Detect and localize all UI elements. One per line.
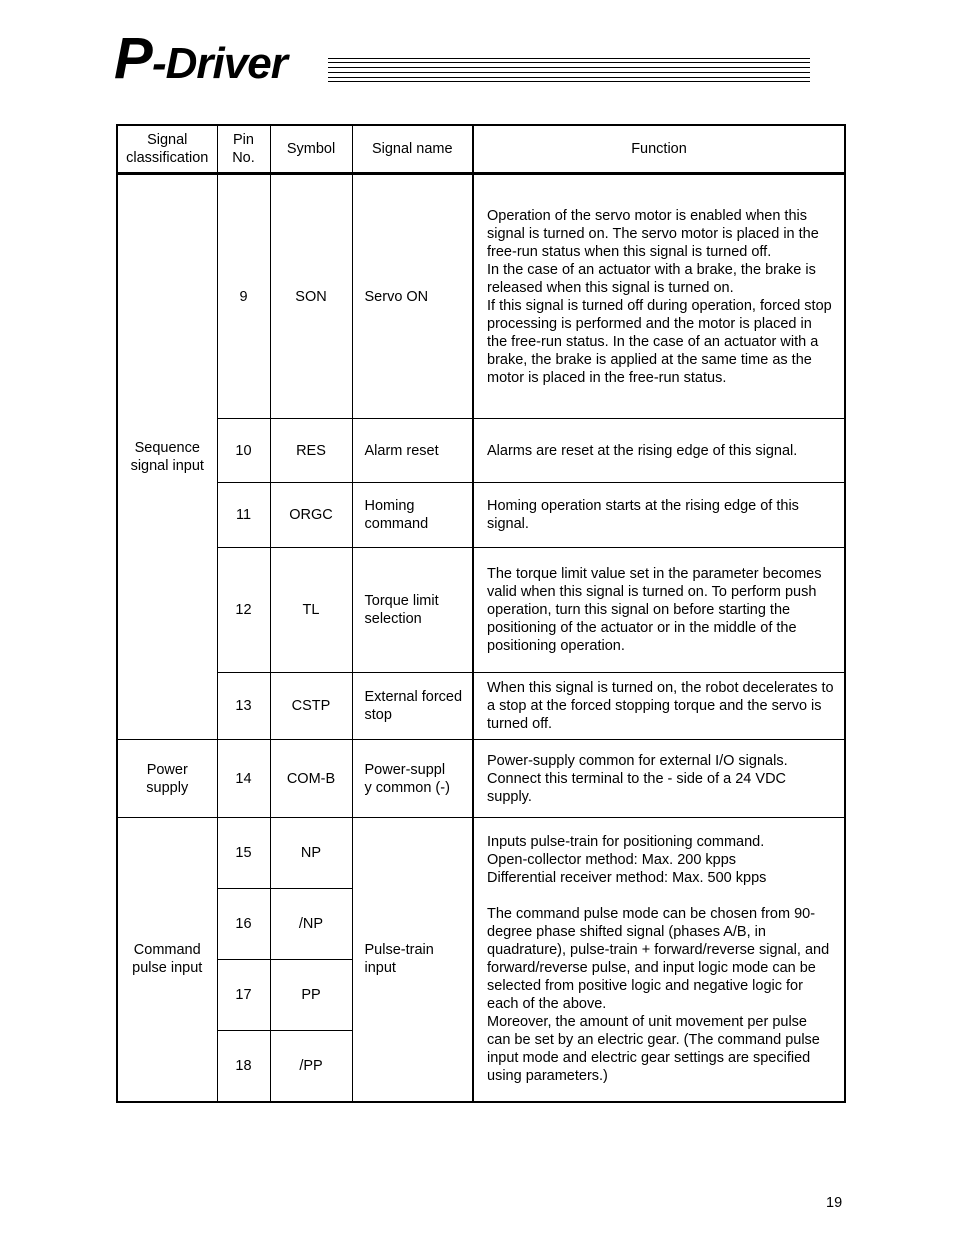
function-cell: When this signal is turned on, the robot decelerates to a stop at the forced stopping torque and the servo is turned off.: [473, 673, 845, 740]
symbol-cell: COM-B: [270, 740, 352, 818]
header-rule-lines: [328, 58, 810, 84]
function-cell: Operation of the servo motor is enabled when this signal is turned on. The servo motor is placed in the free-run status when this signal is turned off. In the case of an actuator with a brake, the brake is released when this signal is turned on. If this signal is turned off during operation, forced stop processing is performed and the motor is placed in the free-run status. In the case of an actuator with a brake, the brake is applied at the same time as the motor is placed in the free-run status.: [473, 174, 845, 419]
signal-name-cell: Servo ON: [352, 174, 473, 419]
signal-name-cell: Power-suppl y common (-): [352, 740, 473, 818]
header-function: Function: [473, 125, 845, 174]
pin-cell: 14: [217, 740, 270, 818]
symbol-cell: PP: [270, 960, 352, 1031]
function-cell: Homing operation starts at the rising edge of this signal.: [473, 483, 845, 548]
pin-cell: 15: [217, 818, 270, 889]
symbol-cell: ORGC: [270, 483, 352, 548]
pin-cell: 11: [217, 483, 270, 548]
table-row: [117, 740, 845, 818]
signal-name-cell: Torque limit selection: [352, 548, 473, 673]
function-cell: The torque limit value set in the parameter becomes valid when this signal is turned on. To perform push operation, turn this signal on before starting the positioning of the actuator or in the middle of the positioning operation.: [473, 548, 845, 673]
signal-name-cell: Homing command: [352, 483, 473, 548]
symbol-cell: RES: [270, 419, 352, 483]
function-cell: Power-supply common for external I/O signals. Connect this terminal to the - side of a 24 VDC supply.: [473, 740, 845, 818]
symbol-cell: /NP: [270, 889, 352, 960]
table-row: [117, 818, 845, 889]
symbol-cell: TL: [270, 548, 352, 673]
pin-cell: 17: [217, 960, 270, 1031]
classification-cell: Sequence signal input: [117, 174, 217, 740]
table-row: [117, 483, 845, 548]
symbol-cell: SON: [270, 174, 352, 419]
pin-cell: 9: [217, 174, 270, 419]
pin-cell: 18: [217, 1031, 270, 1102]
header-symbol: Symbol: [270, 125, 352, 174]
logo-p: P: [114, 26, 151, 91]
signal-table: [116, 124, 846, 1103]
classification-cell: Command pulse input: [117, 818, 217, 1102]
pin-cell: 16: [217, 889, 270, 960]
symbol-cell: CSTP: [270, 673, 352, 740]
function-cell: Inputs pulse-train for positioning command. Open-collector method: Max. 200 kpps Differential receiver method: Max. 500 kpps The command pulse mode can be chosen from 90-degree phase shifted signal (phases A/B, in quadrature), pulse-train + forward/reverse signal, and forward/reverse pulse, and input logic mode can be selected from positive logic and negative logic for each of the above. Moreover, the amount of unit movement per pulse can be set by an electric gear. (The command pulse input mode and electric gear settings are specified using parameters.): [473, 818, 845, 1102]
signal-name-cell: Alarm reset: [352, 419, 473, 483]
pin-cell: 12: [217, 548, 270, 673]
header-signal-classification: Signal classification: [117, 125, 217, 174]
logo-text: -Driver: [152, 39, 287, 88]
header-pin-no: Pin No.: [217, 125, 270, 174]
symbol-cell: /PP: [270, 1031, 352, 1102]
table-row: [117, 174, 845, 419]
symbol-cell: NP: [270, 818, 352, 889]
signal-name-cell: External forced stop: [352, 673, 473, 740]
function-cell: Alarms are reset at the rising edge of this signal.: [473, 419, 845, 483]
signal-name-cell: Pulse-train input: [352, 818, 473, 1102]
table-row: [117, 419, 845, 483]
table-row: [117, 673, 845, 740]
pin-cell: 10: [217, 419, 270, 483]
classification-cell: Power supply: [117, 740, 217, 818]
table-header-row: [117, 125, 845, 174]
page-number: 19: [826, 1195, 843, 1211]
pin-cell: 13: [217, 673, 270, 740]
header-signal-name: Signal name: [352, 125, 473, 174]
table-row: [117, 548, 845, 673]
